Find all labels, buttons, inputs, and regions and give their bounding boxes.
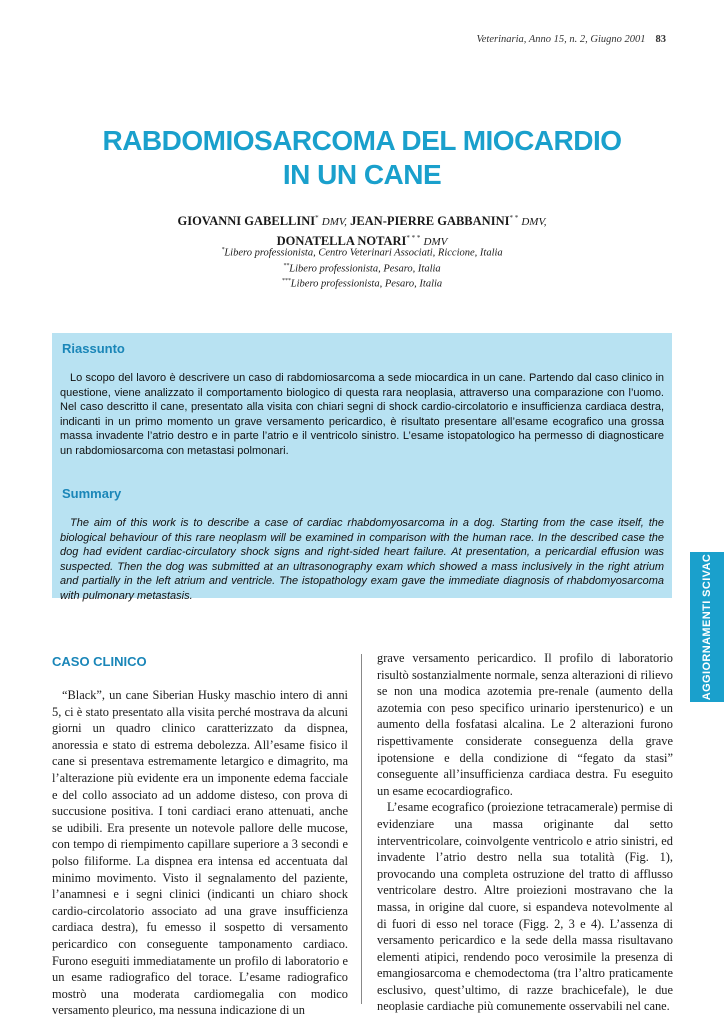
author-1-name: GIOVANNI GABELLINI (177, 214, 316, 229)
left-column-paragraph: “Black”, un cane Siberian Husky maschio intero di anni 5, ci è stato presentato alla visita perché mostrava da alcuni giorni un quadro clinico caratterizzato da dispnea, anoressia e stato di estrema debolezza. All’esame fisico il cane si presentava estremamente letargico e dimagrito, ma l’alterazione più evidente era un imponente edema facciale e del collo associato ad un addome disteso, con prova di succusione positiva. I toni cardiaci erano attenuati, anche se udibili. Era presente un notevole pallore delle mucose, con tempo di riempimento capillare superiore a 3 secondi e polso filiforme. La dispnea era intensa ed accentuata dal minimo movimento. Visto il segnalamento del paziente, l’anamnesi e i segni clinici (indicanti un chiaro shock cardio-circolatorio associato ad una grave insufficienza cardiaca destra), fu emesso il sospetto di versamento pericardico con conseguente tamponamento cardiaco. Furono eseguiti immediatamente un profilo di laboratorio e un esame radiografico del torace. L’esame radiografico mostrò una moderata cardiomegalia con modico versamento pleurico, ma nessuna indicazione di un (52, 688, 348, 1018)
section-heading: CASO CLINICO (52, 654, 147, 669)
section-side-tab (690, 552, 724, 702)
running-head (477, 34, 666, 45)
affiliation-1-text: Libero professionista, Centro Veterinari Associati, Riccione, Italia (224, 247, 503, 259)
author-3-degree: DMV (423, 236, 448, 249)
side-tab-label: AGGIORNAMENTI SCIVAC (701, 553, 713, 701)
title-line-2: IN UN CANE (282, 159, 442, 190)
author-2-mark: * * (509, 214, 519, 222)
author-2-name: JEAN-PIERRE GABBANINI (350, 214, 510, 229)
affiliation-3-text: Libero professionista, Pesaro, Italia (290, 278, 443, 290)
page-number: 83 (655, 34, 666, 45)
right-column (377, 650, 673, 1015)
article-title (0, 124, 724, 192)
affiliation-3-mark: *** (281, 278, 291, 284)
affiliation-1 (0, 244, 724, 260)
author-3-mark: * * * (406, 234, 421, 243)
affiliation-2 (0, 260, 724, 276)
affiliation-list (0, 244, 724, 291)
author-1-degree: DMV, (321, 216, 347, 229)
summary-text: The aim of this work is to describe a case of cardiac rhabdomyosarcoma in a dog. Starting from the case itself, the biological behaviour of this rare neoplasm will be examined in comparison with the human race. In the described case the dog had evident cardiac-circulatory shock signs and right-sided heart failure. At presentation, a pericardial effusion was suspected. Then the dog was submitted at an ultrasonography exam which showed a mass inclusively in the right atrium and partially in the left atrium and ventricle. The istopathology exam gave the immediate diagnosis of rhabdomyosarcoma with pulmonary metastasis. (60, 517, 664, 602)
author-3-name: DONATELLA NOTARI (276, 234, 407, 249)
summary-heading: Summary (62, 486, 122, 501)
riassunto-text: Lo scopo del lavoro è descrivere un caso di rabdomiosarcoma a sede miocardica in un cane. Partendo dal caso clinico in questione, viene analizzato il comportamento biologico di questa rara neoplasia, attraverso una comparazione con l’uomo. Nel caso descritto il cane, presentato alla visita con chiari segni di shock cardio-circolatorio e insufficienza cardiaca destra, indicanti in un primo momento un grave versamento pericardico, è risultato presentare all’esame ecografico una grossa massa invadente l’atrio destro e in parte l’atrio e il ventricolo sinistro. L’esame istopatologico ha permesso di diagnosticare un rabdomiosarcoma con metastasi polmonari. (60, 372, 664, 457)
author-1-mark: * (315, 214, 319, 222)
abstract-box (52, 333, 672, 602)
journal-citation: Veterinaria, Anno 15, n. 2, Giugno 2001 (476, 34, 646, 45)
affiliation-3 (0, 275, 724, 291)
affiliation-2-mark: ** (283, 262, 290, 269)
title-line-1: RABDOMIOSARCOMA DEL MIOCARDIO (102, 125, 622, 156)
author-2-degree: DMV, (521, 216, 547, 229)
right-column-paragraph-1: grave versamento pericardico. Il profilo di laboratorio risultò sostanzialmente normale, senza alterazioni di rilievo se non una modica azotemia pre-renale (aumento della azotemia con peso specifico urinario iperstenurico) e un aumento della fosfatasi alcalina. Le 2 alterazioni furono rispettivamente considerate conseguenza della grave ipotensione e della condizione di “fegato da stasi” conseguente all’insufficienza cardiaca destra. Fu eseguito un esame ecocardiografico. (377, 651, 673, 798)
affiliation-1-mark: * (221, 247, 225, 253)
riassunto-heading: Riassunto (62, 341, 125, 356)
right-column-paragraph-2: L’esame ecografico (proiezione tetracamerale) permise di evidenziare una massa originante dal setto interventricolare, coinvolgente ventricolo e atrio sinistri, ed invadente l’atrio destro nella sua totalità (Fig. 1), provocando una completa ostruzione del tratto di afflusso ventricolare destro. Altre proiezioni mostravano che la massa, in origine dal cuore, si espandeva notevolmente al di fuori di esso nel torace (Figg. 2, 3 e 4). L’assenza di versamento pericardico e la sede della massa risultavano elementi atipici, rendendo poco verosimile la presenza di emangiosarcoma e chemodectoma (tra l’altro praticamente esclusivo, quest’ultimo, di razze brachicefale), le due neoplasie cardiache più comunemente osservabili nel cane. (377, 800, 673, 1014)
column-divider (361, 654, 362, 1004)
left-column (52, 650, 348, 1019)
affiliation-2-text: Libero professionista, Pesaro, Italia (289, 263, 441, 274)
